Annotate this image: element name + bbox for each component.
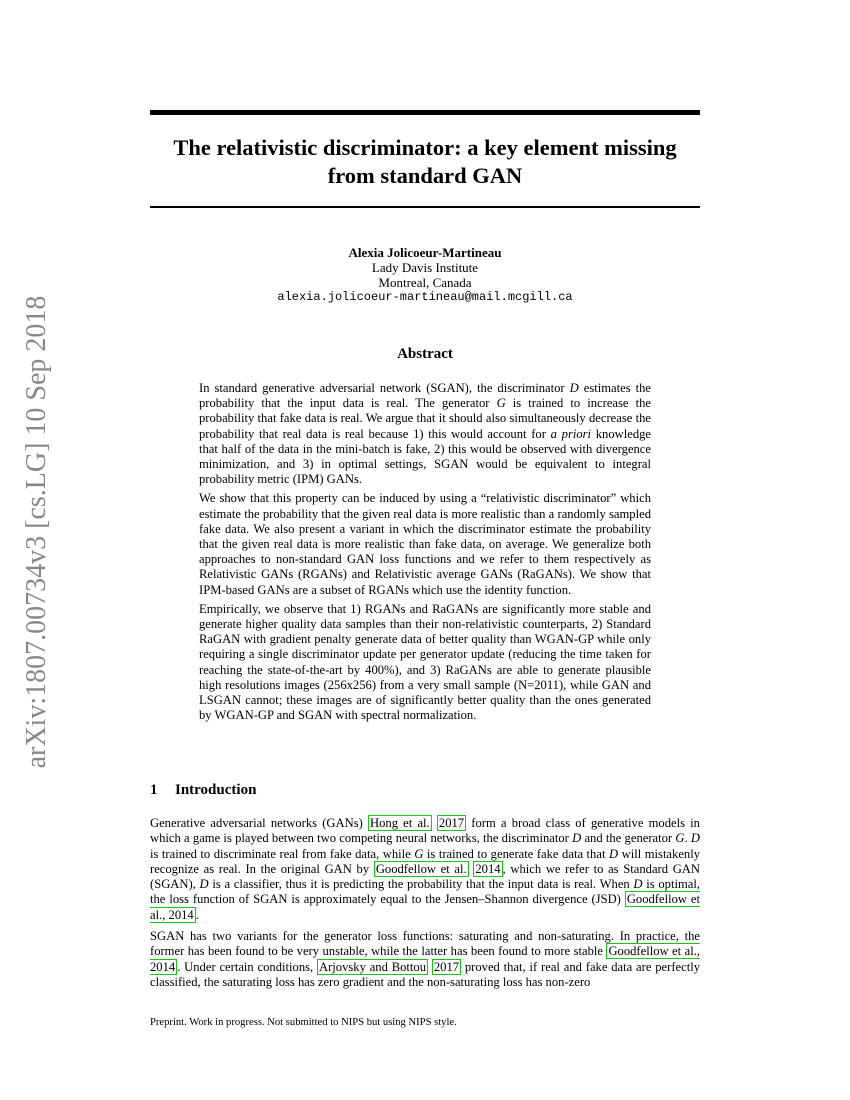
- abstract-paragraph-1: In standard generative adversarial network (SGAN), the discriminator D estimates the probability that the input data is real. The generator G is trained to increase the probability that fake data is real. We argue that it should also simultaneously decrease the probability that real data is real because 1) this would account for a priori knowledge that half of the data in the mini-batch is fake, 2) this would be observed with divergence minimization, and 3) in optimal settings, SGAN would be equivalent to integral probability metric (IPM) GANs.: [199, 381, 652, 487]
- section-number: 1: [150, 782, 158, 798]
- arxiv-identifier-text: arXiv:1807.00734v3 [cs.LG] 10 Sep 2018: [21, 295, 52, 769]
- section-heading-introduction: [150, 781, 700, 799]
- preprint-footnote: Preprint. Work in progress. Not submitted to NIPS but using NIPS style.: [150, 1017, 457, 1028]
- citation-link-goodfellow-2014-c[interactable]: Goodfellow et al., 2014: [150, 944, 700, 974]
- section-title: Introduction: [175, 782, 257, 798]
- title-rule: [150, 206, 700, 208]
- math-G: G: [496, 396, 506, 411]
- a-priori-phrase: a priori: [550, 426, 592, 441]
- author-affiliation: Lady Davis Institute: [371, 260, 479, 275]
- citation-year-link-hong-2017[interactable]: 2017: [438, 816, 465, 830]
- citation-year-link-goodfellow-2014[interactable]: 2014: [475, 861, 501, 876]
- intro-paragraph-1: Generative adversarial networks (GANs) Hong et al. 2017 form a broad class of generative models in which a game is played between two competing neural networks, the discriminator D and the generator G. D is trained to discriminate real from fake data, while G is trained to generate fake data that D will mistakenly recognize as real. In the original GAN by Goodfellow et al. 2014 , which we refer to as Standard GAN (SGAN), D is a classifier, thus it is predicting the probability that the input data is real. When D is optimal, the loss function of SGAN is approximately equal to the Jensen–Shannon divergence (JSD) Goodfellow et al., 2014 .: [150, 816, 701, 922]
- citation-link-goodfellow-2014-b[interactable]: Goodfellow et al., 2014: [150, 892, 700, 922]
- citation-link-hong-2017[interactable]: Hong et al.: [370, 816, 430, 830]
- abstract-paragraph-2: We show that this property can be induced by using a “relativistic discriminator” which estimate the probability that the given real data is more realistic than a randomly sampled fake data. We also present a variant in which the discriminator estimate the probability that the given real data is more realistic than fake data, on average. We generalize both approaches to non-standard GAN loss functions and we refer to them respectively as Relativistic GANs (RGANs) and Relativistic average GANs (RaGANs). We show that IPM-based GANs are a subset of RGANs which use the identity function.: [199, 491, 651, 597]
- author-block: [150, 245, 700, 305]
- author-location: Montreal, Canada: [378, 275, 472, 290]
- top-rule: [150, 110, 700, 115]
- citation-link-arjovsky-2017[interactable]: Arjovsky and Bottou: [319, 959, 427, 974]
- introduction-body: [150, 816, 700, 996]
- abstract-paragraph-3: Empirically, we observe that 1) RGANs and RaGANs are significantly more stable and generate higher quality data samples than their non-relativistic counterparts, 2) Standard RaGAN with gradient penalty generate data of better quality than WGAN-GP while only requiring a single discriminator update per generator update (reducing the time taken for reaching the state-of-the-art by 400%), and 3) RaGANs are able to generate plausible high resolutions images (256x256) from a very small sample (N=2011), while GAN and LSGAN cannot; these images are of significantly better quality than the ones generated by WGAN-GP and SGAN with spectral normalization.: [199, 601, 651, 723]
- author-name: Alexia Jolicoeur-Martineau: [348, 245, 502, 260]
- abstract-body: [199, 381, 651, 727]
- intro-paragraph-2: SGAN has two variants for the generator loss functions: saturating and non-saturating. In practice, the former has been found to be very unstable, while the latter has been found to more stable Goodfellow et al., 2014 . Under certain conditions, Arjovsky and Bottou 2017 proved that, if real and fake data are perfectly classified, the saturating loss has zero gradient and the non-saturating loss has non-zero: [150, 929, 700, 989]
- citation-link-goodfellow-2014[interactable]: Goodfellow et al.: [375, 861, 467, 876]
- paper-title: [150, 134, 700, 190]
- abstract-heading: Abstract: [397, 346, 453, 362]
- author-email: alexia.jolicoeur-martineau@mail.mcgill.ca: [277, 290, 573, 304]
- math-D: D: [569, 381, 579, 395]
- title-line-1: The relativistic discriminator: a key element missing: [173, 135, 677, 160]
- citation-year-link-arjovsky-2017[interactable]: 2017: [433, 959, 460, 974]
- title-line-2: from standard GAN: [327, 163, 523, 188]
